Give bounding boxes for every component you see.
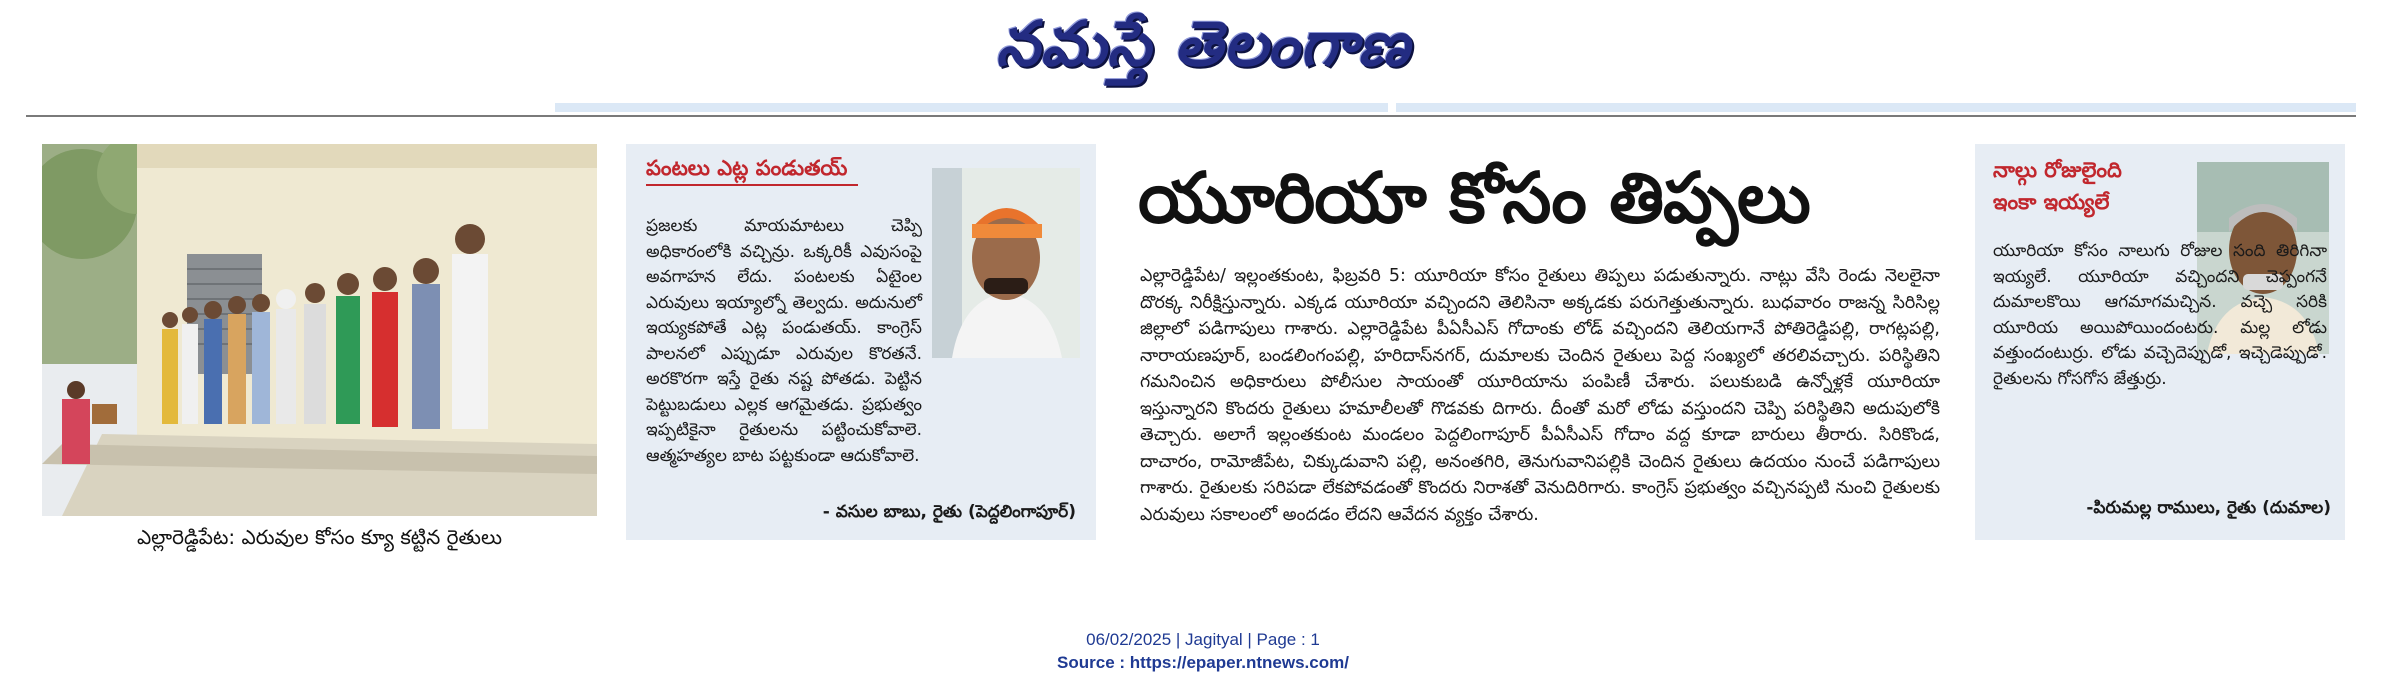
farmer-quote-panel-left (626, 144, 1096, 540)
farmers-queue-photo (42, 144, 597, 516)
right-byline: -పిరుమల్ల రాములు, రైతు (దుమాల) (2086, 498, 2331, 518)
main-headline: యూరియా కోసం తిప్పలు (1138, 157, 1810, 239)
header-accent-gap (1388, 103, 1396, 112)
masthead-logo: నమస్తే తెలంగాణ (995, 7, 1411, 80)
main-story-text: ఎల్లారెడ్డిపేట/ ఇల్లంతకుంట, ఫిబ్రవరి 5: యూరియా కోసం రైతులు తిప్పలు పడుతున్నారు. నాట్లు వేసి రెండు నెలలైనా దొరక్క నిరీక్షిస్తున్నారు. ఎక్కడ యూరియా వచ్చిందని తెలిసినా అక్కడకు పరుగెత్తుతున్నారు. బుధవారం రాజన్న సిరిసిల్ల జిల్లాలో పడిగాపులు గాశారు. ఎల్లారెడ్డిపేట పీఏసీఎస్ గోదాంకు లోడ్ వచ్చిందని తెలియగానే పోతిరెడ్డిపల్లి, రాగట్లపల్లి, నారాయణపూర్, బండలింగంపల్లి, హరిదాస్‌నగర్, దుమాలకు చెందిన రైతులు పెద్ద సంఖ్యలో తరలివచ్చారు. పరిస్థితిని గమనించిన అధికారులు పోలీసుల సాయంతో యూరియాను పంపిణీ చేశారు. పలుకుబడి ఉన్నోళ్లకే యూరియా ఇస్తున్నారని కొందరు రైతులు హమాలీలతో గొడవకు దిగారు. దీంతో మరో లోడు వస్తుందని చెప్పి పరిస్థితిని అదుపులోకి తెచ్చారు. అలాగే ఇల్లంతకుంట మండలం పెద్దలింగాపూర్ పీఏసీఎస్ గోదాం వద్ద కూడా బారులు తీరారు. సిరికొండ, దాచారం, రామోజీపేట, చిక్కుడువాని పల్లి, అనంతగిరి, తెనుగువానిపల్లికి చెందిన రైతులు ఉదయం నుంచే పడిగాపులు గాశారు. రైతులకు సరిపడా లేకపోవడంతో కొందరు నిరాశతో వెనుదిరిగారు. కాంగ్రెస్ ప్రభుత్వం వచ్చినప్పటి నుంచి రైతులకు ఎరువులు సకాలంలో అందడం లేదని ఆవేదన వ్యక్తం చేశారు. (1140, 266, 1940, 525)
photo-caption: ఎల్లారెడ్డిపేట: ఎరువుల కోసం క్యూ కట్టిన రైతులు (136, 525, 503, 549)
edition-footer (0, 628, 2406, 674)
farmer-quote-panel-right (1975, 144, 2345, 540)
header-rule (26, 115, 2356, 117)
left-kicker: పంటలు ఎట్ల పండుతయ్ (646, 156, 848, 180)
right-kicker-line2: ఇంకా ఇయ్యలే (1993, 190, 2110, 214)
left-byline: - వసుల బాబు, రైతు (పెద్దలింగాపూర్) (822, 502, 1076, 522)
right-kicker-line1: నాల్గు రోజులైంది (1993, 158, 2122, 182)
left-quote-text: ప్రజలకు మాయమాటలు చెప్పి అధికారంలోకి వచ్చిన్రు. ఒక్కరికీ ఎవుసంపై అవగాహన లేదు. పంటలకు ఏటైంల ఎరువులు ఇయ్యాల్నో తెల్వదు. అదునులో ఇయ్యకపోతే ఎట్ల పండుతయ్. కాంగ్రెస్ పాలనలో ఎప్పుడూ ఎరువుల కొరతనే. అరకొరగా ఇస్తే రైతు నష్ట పోతడు. పెట్టిన పెట్టుబడులు ఎల్లక ఆగమైతడు. ప్రభుత్వం ఇప్పటికైనా రైతులను పట్టించుకోవాలె. ఆత్మహత్యల బాట పట్టకుండా ఆదుకోవాలె. (646, 216, 922, 466)
header-accent-rule (555, 103, 2356, 112)
farmer-portrait-left (932, 168, 1080, 358)
source-link[interactable]: Source : https://epaper.ntnews.com/ (1057, 653, 1349, 672)
masthead (0, 0, 2406, 90)
left-kicker-underline (646, 184, 858, 186)
right-quote-text: యూరియా కోసం నాలుగు రోజుల సంది తిరిగినా ఇయ్యలే. యూరియా వచ్చిందని చెప్పంగనే దుమాలకొయి ఆగమాగమచ్చిన. వచ్చె సరికి యూరియ అయిపోయిందంటరు. మల్ల లోడు వత్తుందంటుర్రు. లోడు వచ్చెదెప్పుడో, ఇచ్చెడెప్పుడో. రైతులను గోసగోస జేత్తుర్రు. (1993, 241, 2327, 389)
edition-date-line: 06/02/2025 | Jagityal | Page : 1 (1086, 630, 1320, 649)
